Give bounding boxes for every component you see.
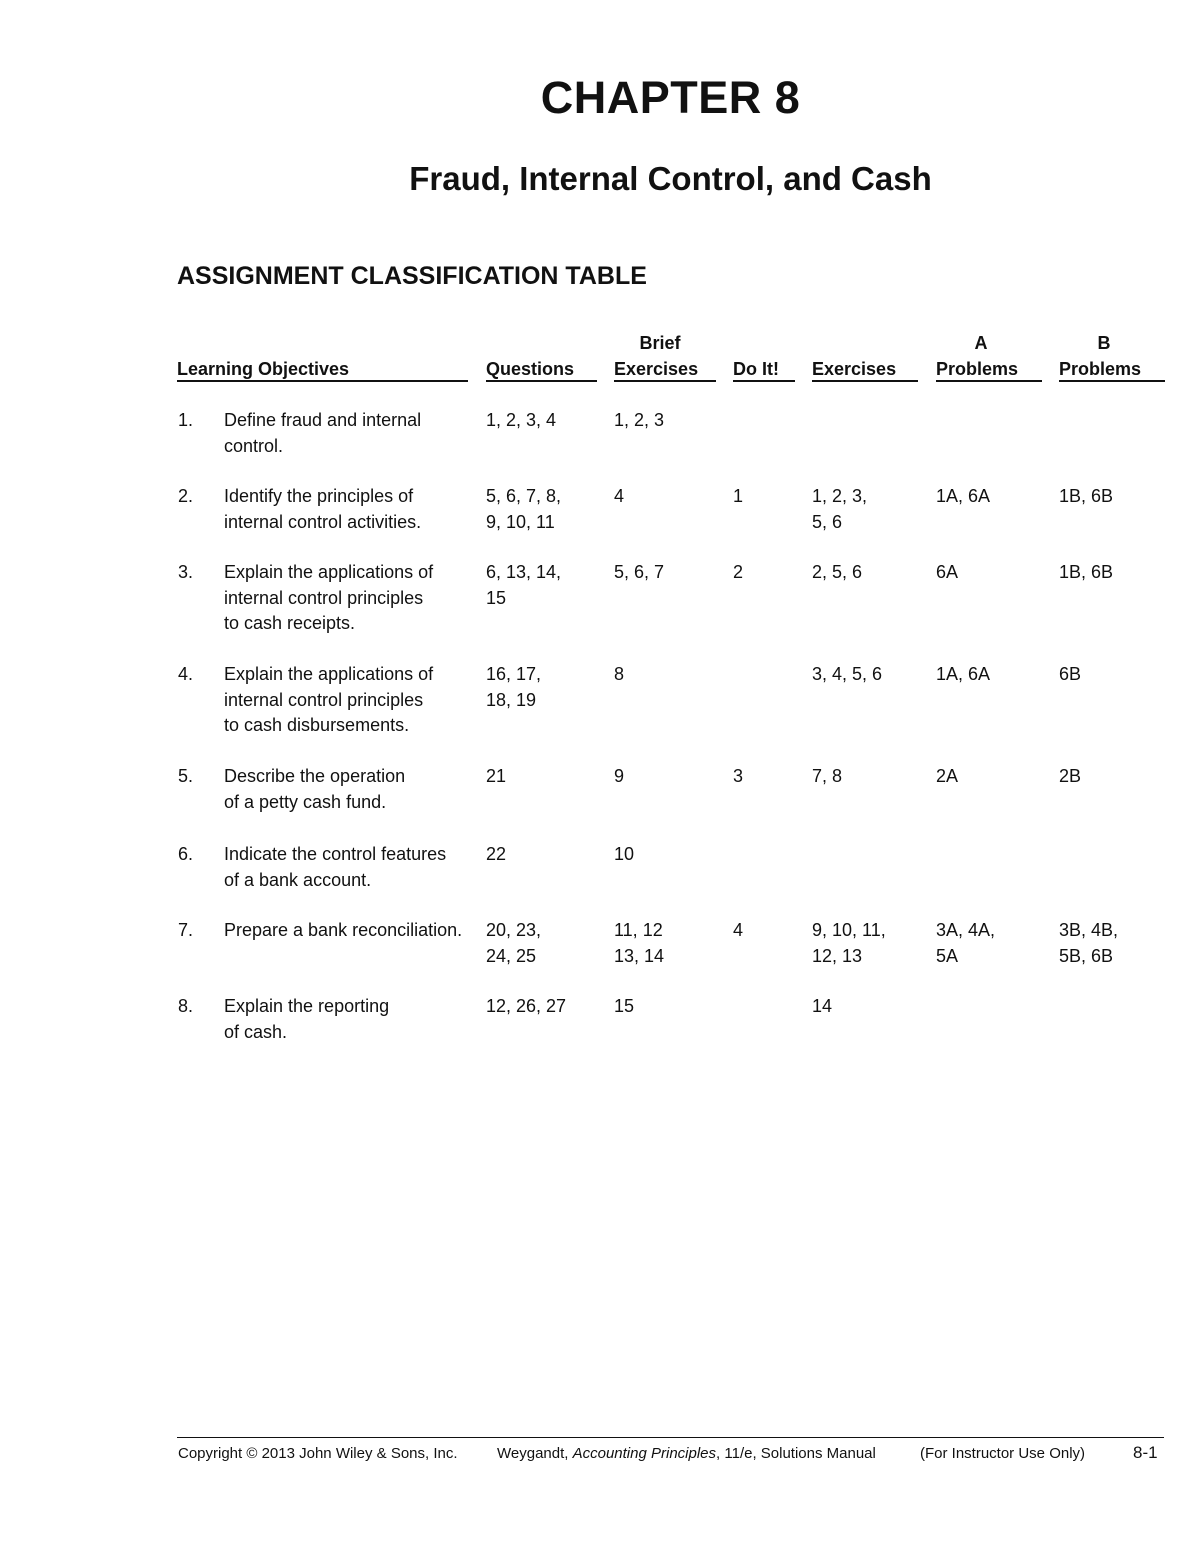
section-title: ASSIGNMENT CLASSIFICATION TABLE — [177, 262, 647, 290]
footer-note: (For Instructor Use Only) — [920, 1445, 1086, 1462]
row-b-problems: 6B — [1059, 664, 1082, 684]
row-brief-exercises: 10 — [614, 844, 635, 864]
row-objective: Prepare a bank reconciliation. — [224, 920, 463, 940]
row-exercises: 3, 4, 5, 6 — [812, 664, 883, 684]
row-do-it: 2 — [733, 562, 744, 582]
row-exercises: 7, 8 — [812, 766, 843, 786]
row-brief-exercises: 8 — [614, 664, 625, 684]
row-questions: 1, 2, 3, 4 — [486, 410, 557, 430]
row-objective: Identify the principles of internal control activities. — [224, 486, 422, 532]
row-questions: 6, 13, 14, 15 — [486, 562, 562, 608]
row-questions: 12, 26, 27 — [486, 996, 567, 1016]
row-number: 3. — [178, 562, 194, 582]
row-number: 5. — [178, 766, 194, 786]
row-number: 4. — [178, 664, 194, 684]
chapter-subtitle: Fraud, Internal Control, and Cash — [409, 160, 932, 197]
row-questions: 22 — [486, 844, 507, 864]
footer-copyright: Copyright © 2013 John Wiley & Sons, Inc. — [178, 1445, 458, 1462]
row-number: 2. — [178, 486, 194, 506]
row-do-it: 1 — [733, 486, 744, 506]
row-b-problems: 2B — [1059, 766, 1082, 786]
row-b-problems: 1B, 6B — [1059, 486, 1114, 506]
chapter-title: CHAPTER 8 — [540, 72, 801, 123]
header-underline — [733, 380, 795, 382]
row-exercises: 1, 2, 3, 5, 6 — [812, 486, 868, 532]
header-underline — [1059, 380, 1165, 382]
row-brief-exercises: 15 — [614, 996, 635, 1016]
row-b-problems: 1B, 6B — [1059, 562, 1114, 582]
row-a-problems: 1A, 6A — [936, 486, 991, 506]
row-a-problems: 6A — [936, 562, 959, 582]
row-objective: Explain the reporting of cash. — [224, 996, 390, 1042]
header-underline — [936, 380, 1042, 382]
footer-rule — [177, 1437, 1164, 1438]
row-number: 7. — [178, 920, 194, 940]
row-number: 8. — [178, 996, 194, 1016]
row-objective: Define fraud and internal control. — [224, 410, 422, 456]
row-brief-exercises: 5, 6, 7 — [614, 562, 665, 582]
row-objective: Describe the operation of a petty cash fund. — [224, 766, 406, 812]
row-objective: Explain the applications of internal control principles to cash receipts. — [224, 562, 434, 633]
footer-book-citation — [497, 1445, 876, 1462]
row-do-it: 3 — [733, 766, 744, 786]
header-underline — [177, 380, 468, 382]
header-do-it: Do It! — [733, 359, 779, 379]
header-learning-objectives: Learning Objectives — [177, 359, 350, 379]
footer-book-title: Accounting Principles — [572, 1445, 717, 1462]
header-brief-top: Brief — [639, 333, 681, 353]
row-brief-exercises: 1, 2, 3 — [614, 410, 665, 430]
footer-author: Weygandt, — [497, 1445, 573, 1462]
row-exercises: 9, 10, 11, 12, 13 — [812, 920, 886, 966]
row-brief-exercises: 11, 12 13, 14 — [614, 920, 665, 966]
row-b-problems: 3B, 4B, 5B, 6B — [1059, 920, 1119, 966]
row-exercises: 2, 5, 6 — [812, 562, 863, 582]
row-questions: 16, 17, 18, 19 — [486, 664, 542, 710]
row-a-problems: 1A, 6A — [936, 664, 991, 684]
row-number: 6. — [178, 844, 194, 864]
footer-edition: , 11/e, Solutions Manual — [716, 1445, 876, 1462]
header-underline — [486, 380, 597, 382]
row-questions: 21 — [486, 766, 507, 786]
row-do-it: 4 — [733, 920, 744, 940]
row-questions: 5, 6, 7, 8, 9, 10, 11 — [486, 486, 562, 532]
row-objective: Explain the applications of internal control principles to cash disbursements. — [224, 664, 434, 735]
row-brief-exercises: 4 — [614, 486, 625, 506]
header-underline — [812, 380, 918, 382]
row-questions: 20, 23, 24, 25 — [486, 920, 542, 966]
row-number: 1. — [178, 410, 194, 430]
header-exercises: Exercises — [812, 359, 897, 379]
row-exercises: 14 — [812, 996, 833, 1016]
header-b-problems: Problems — [1059, 359, 1142, 379]
header-a-problems: Problems — [936, 359, 1019, 379]
header-a-top: A — [974, 333, 988, 353]
header-b-top: B — [1097, 333, 1111, 353]
header-questions: Questions — [486, 359, 575, 379]
header-brief-exercises: Exercises — [614, 359, 699, 379]
row-objective: Indicate the control features of a bank account. — [224, 844, 447, 890]
page-number: 8-1 — [1133, 1443, 1158, 1462]
row-a-problems: 3A, 4A, 5A — [936, 920, 996, 966]
row-a-problems: 2A — [936, 766, 959, 786]
row-brief-exercises: 9 — [614, 766, 625, 786]
header-underline — [614, 380, 716, 382]
